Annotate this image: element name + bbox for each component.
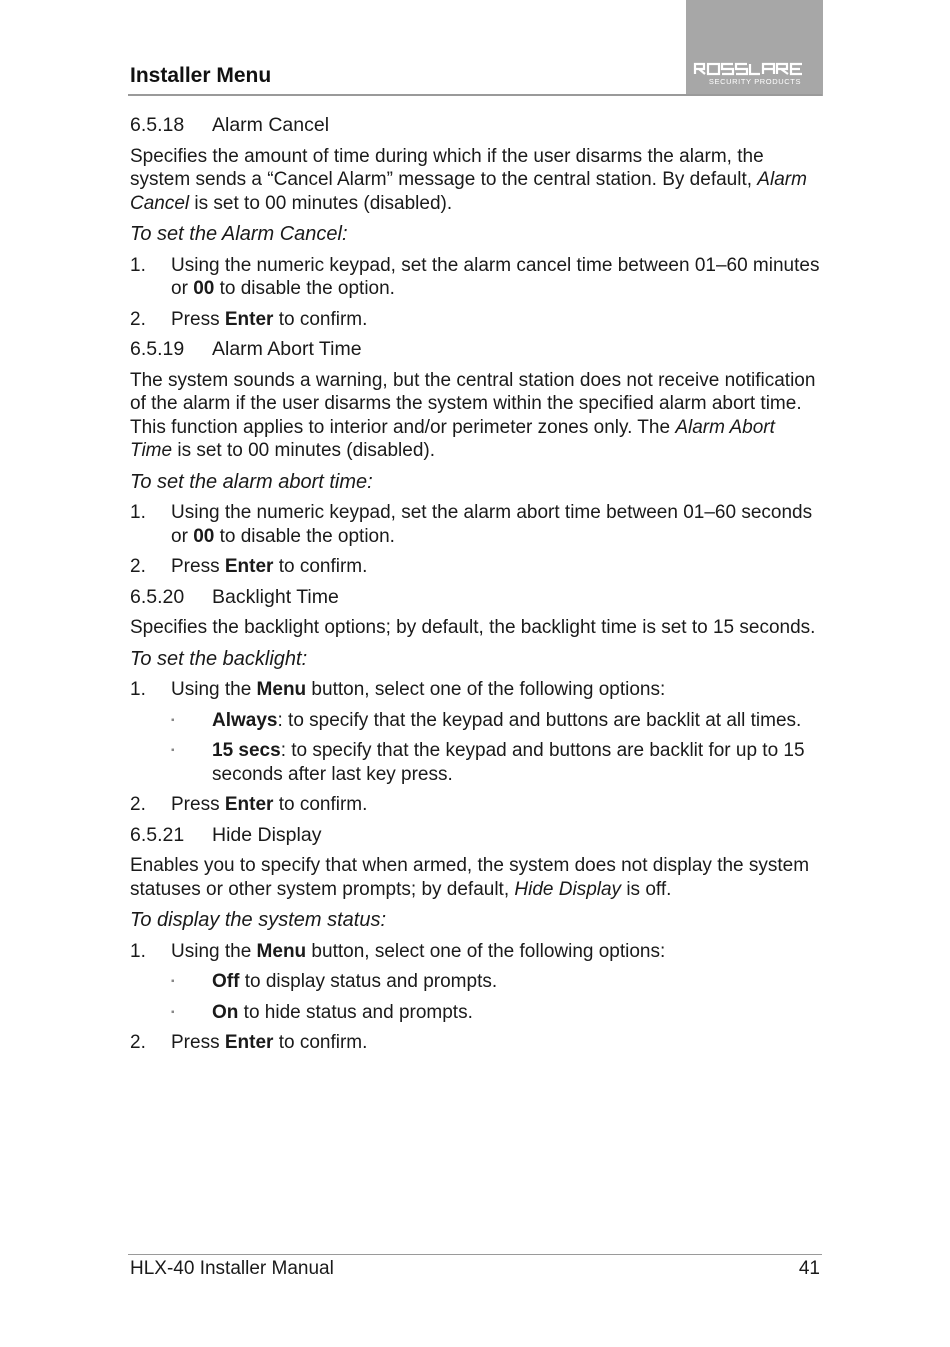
logo-tagline: SECURITY PRODUCTS <box>708 77 802 86</box>
step-number: 2. <box>130 794 146 815</box>
option-item <box>171 1001 820 1025</box>
step-number: 2. <box>130 556 146 577</box>
step-number: 1. <box>130 940 146 962</box>
section-heading <box>130 338 820 362</box>
section-number: 6.5.21 <box>130 823 185 846</box>
option-item <box>171 739 820 786</box>
section-heading <box>130 114 820 138</box>
section-title: Backlight Time <box>212 585 339 608</box>
section-number: 6.5.18 <box>130 114 185 136</box>
section-number: 6.5.19 <box>130 338 185 360</box>
procedure-step <box>130 501 820 548</box>
step-number: 1. <box>130 254 146 276</box>
step-number: 1. <box>130 502 146 523</box>
procedure-step <box>130 254 820 301</box>
step-text: Using the numeric keypad, set the alarm cancel time between 01–60 minutes or 00 to disable the option. <box>171 254 820 299</box>
option-item <box>171 709 820 733</box>
step-text: Press Enter to confirm. <box>171 794 368 815</box>
bullet-square-icon: ▪ <box>171 745 175 756</box>
step-text: Using the numeric keypad, set the alarm abort time between 01–60 seconds or 00 to disable the option. <box>171 502 813 547</box>
section-description: Specifies the backlight options; by default, the backlight time is set to 15 seconds. <box>130 617 816 638</box>
step-text: Using the Menu button, select one of the following options: <box>171 679 666 700</box>
section-heading <box>130 824 820 848</box>
step-number: 1. <box>130 679 146 700</box>
header-divider <box>128 94 822 96</box>
section-heading <box>130 586 820 610</box>
section-description: Specifies the amount of time during which if the user disarms the alarm, the system sends a “Cancel Alarm” message to the central station. By default, Alarm Cancel is set to 00 minutes (disabled). <box>130 145 807 214</box>
step-text: Press Enter to confirm. <box>171 1032 368 1053</box>
section-title: Alarm Abort Time <box>212 338 362 360</box>
step-number: 2. <box>130 308 146 330</box>
footer-divider <box>128 1254 822 1255</box>
footer-manual-title: HLX-40 Installer Manual <box>130 1258 334 1279</box>
procedure-step <box>130 555 820 579</box>
procedure-step <box>130 793 820 817</box>
page-header-title: Installer Menu <box>130 64 272 87</box>
section-number: 6.5.20 <box>130 585 185 608</box>
procedure-heading: To set the alarm abort time: <box>130 470 373 493</box>
step-number: 2. <box>130 1032 146 1053</box>
section-title: Hide Display <box>212 823 322 846</box>
step-text: Using the Menu button, select one of the following options: <box>171 940 666 962</box>
step-text: Press Enter to confirm. <box>171 308 368 330</box>
rosslare-logo <box>686 0 823 96</box>
bullet-square-icon: ▪ <box>171 976 175 987</box>
step-text: Press Enter to confirm. <box>171 556 368 577</box>
page-number: 41 <box>798 1258 820 1279</box>
option-text: On to hide status and prompts. <box>212 1001 473 1023</box>
option-item <box>171 970 820 994</box>
procedure-step <box>130 940 820 964</box>
procedure-heading: To display the system status: <box>130 909 387 931</box>
option-text: Always: to specify that the keypad and buttons are backlit at all times. <box>212 709 802 731</box>
option-text: 15 secs: to specify that the keypad and buttons are backlit for up to 15 seconds after last key press. <box>212 740 805 785</box>
bullet-square-icon: ▪ <box>171 714 175 726</box>
procedure-step <box>130 308 820 332</box>
section-title: Alarm Cancel <box>212 114 330 136</box>
procedure-step <box>130 1031 820 1055</box>
bullet-square-icon: ▪ <box>171 1006 175 1018</box>
procedure-step <box>130 678 820 702</box>
procedure-heading: To set the Alarm Cancel: <box>130 223 348 245</box>
page-content <box>130 112 820 1062</box>
procedure-heading: To set the backlight: <box>130 647 308 670</box>
section-description: Enables you to specify that when armed, the system does not display the system statuses or other system prompts; by default, Hide Display is off. <box>130 855 810 900</box>
option-text: Off to display status and prompts. <box>212 971 498 992</box>
section-description: The system sounds a warning, but the central station does not receive notification of the alarm if the user disarms the system within the specified alarm abort time. This function applies to interior and/or perimeter zones only. The Alarm Abort Time is set to 00 minutes (disabled). <box>130 369 816 461</box>
